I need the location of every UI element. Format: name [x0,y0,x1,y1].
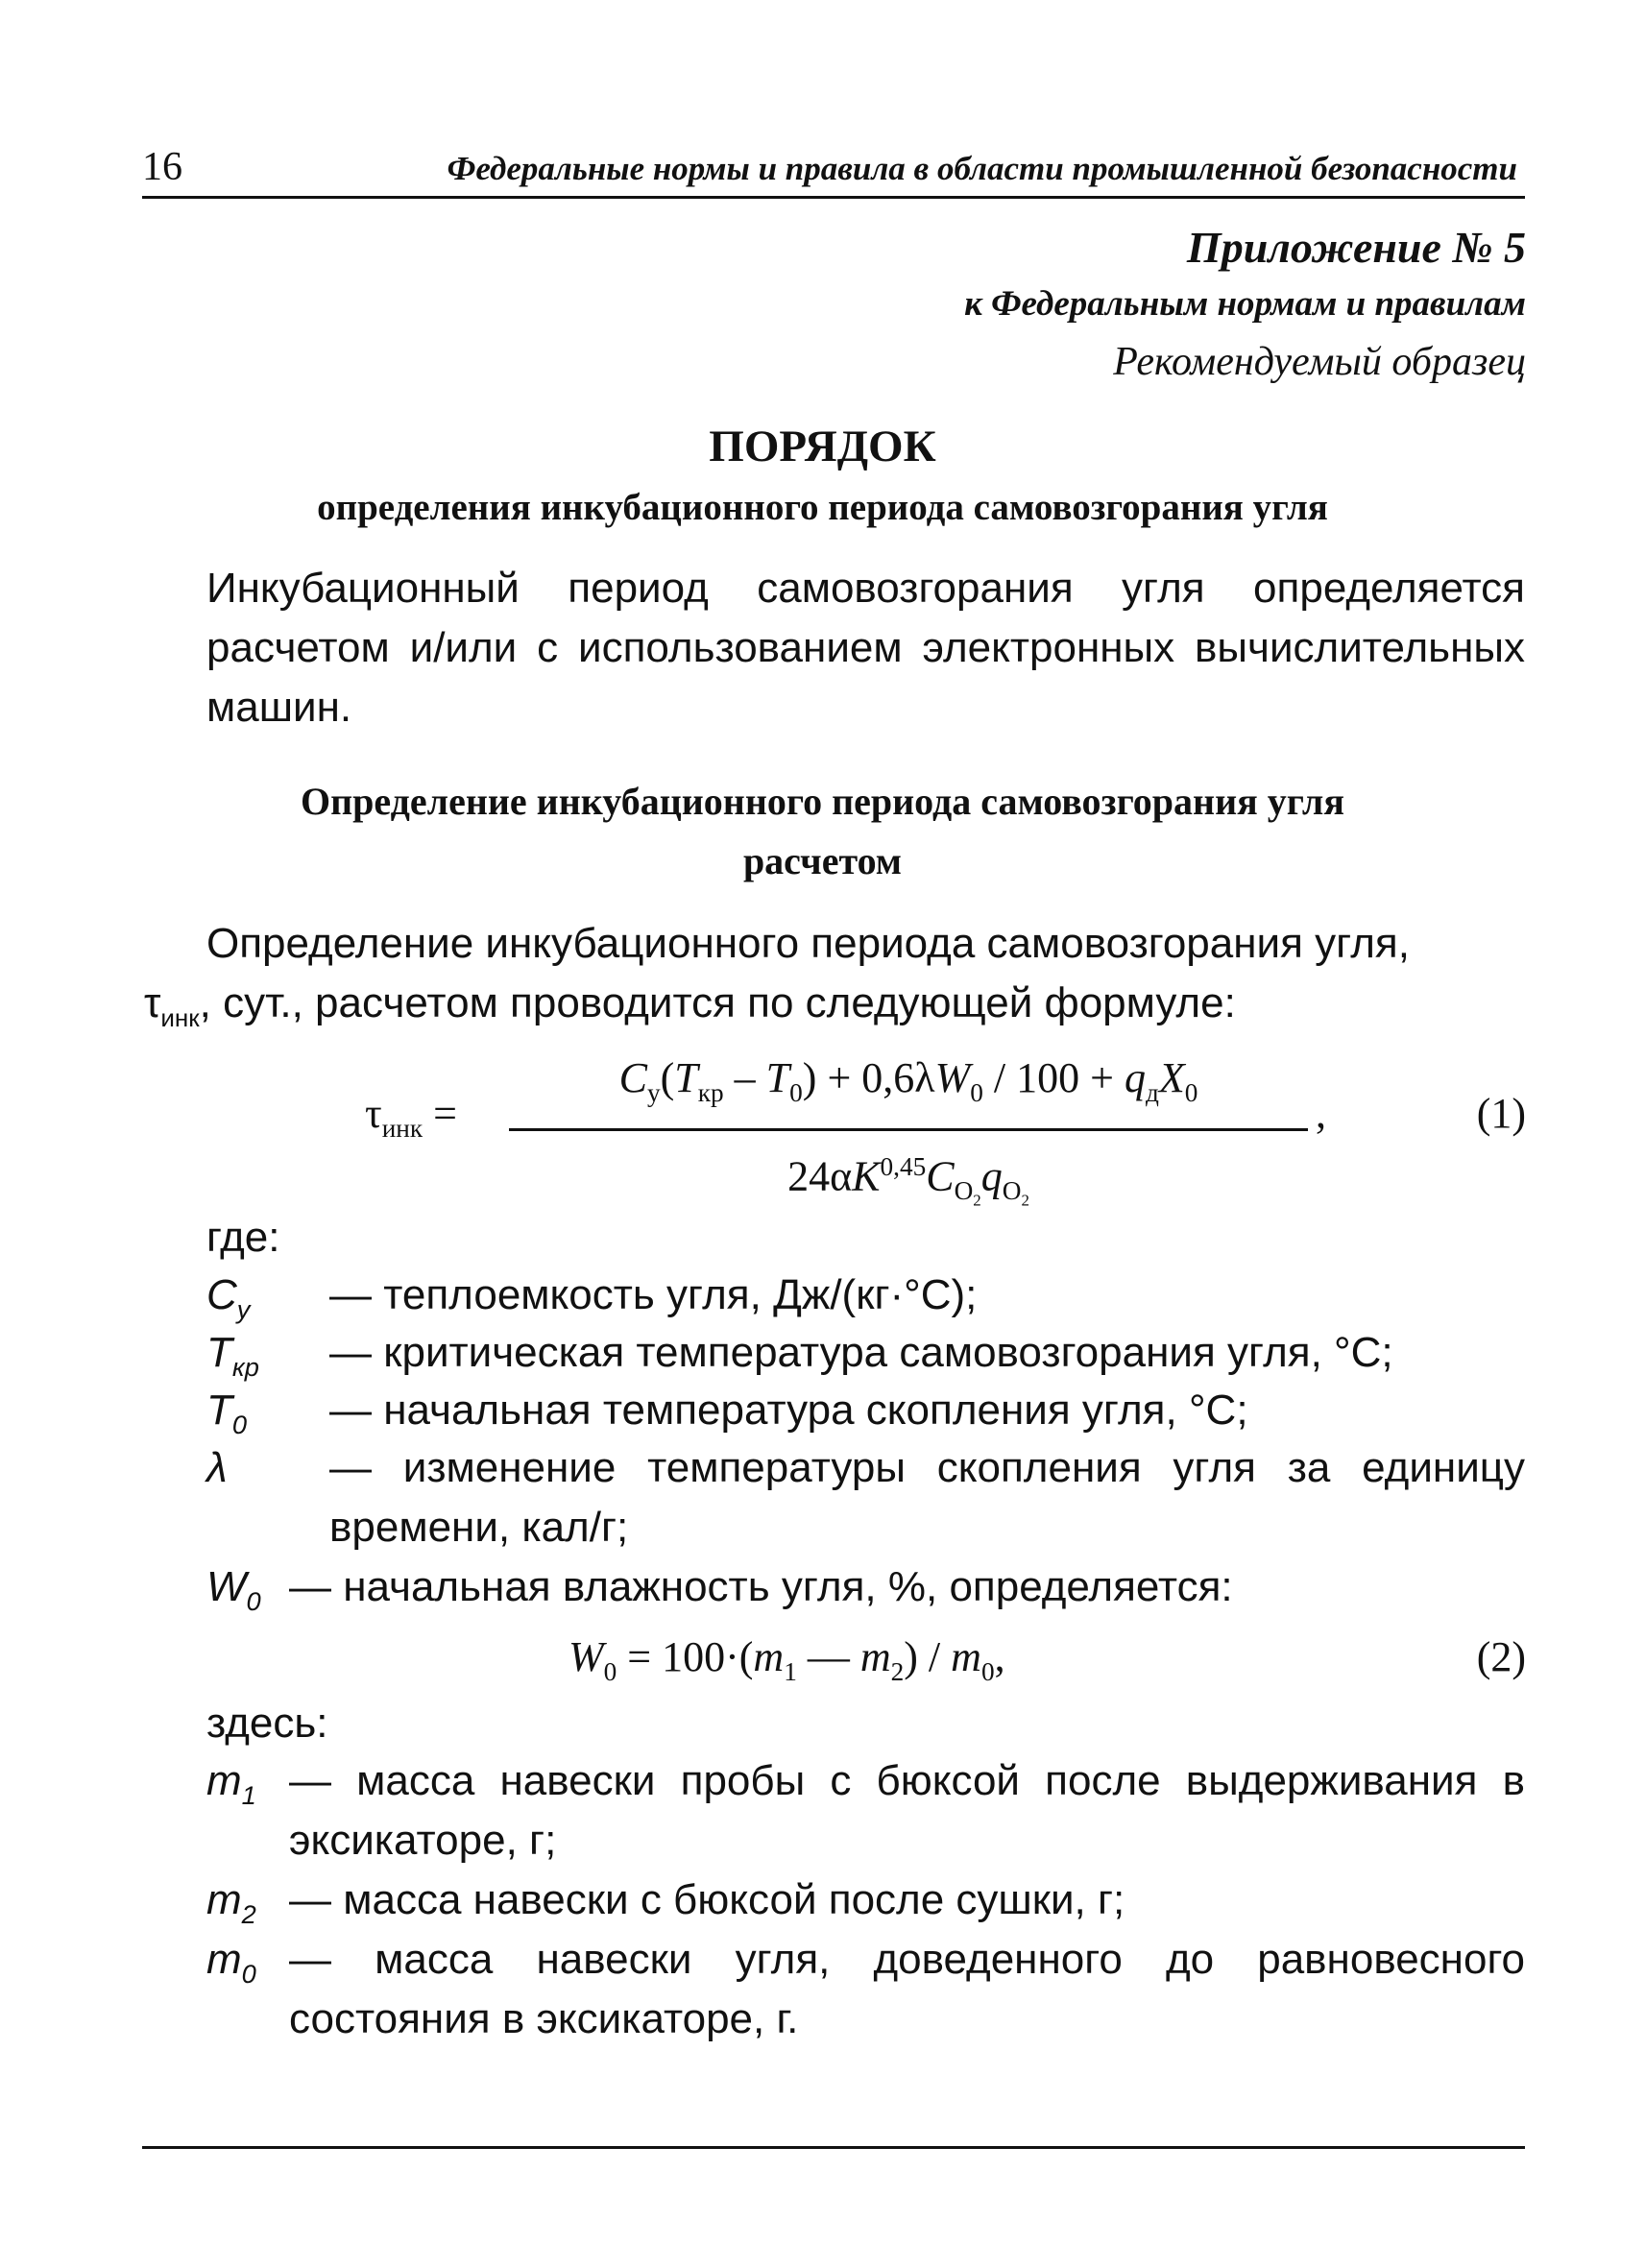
page-number: 16 [142,145,182,189]
tau-symbol: τ [144,979,161,1026]
section-title-line1: Определение инкубационного периода самовозгорания угля [301,780,1344,823]
equation-number-1: (1) [1476,1090,1526,1137]
footer-rule [142,2146,1525,2149]
document-page: 16 Федеральные нормы и правила в области промышленной безопасности Приложение № 5 к Федеральным нормам и правилам Рекомендуемый образец ПОРЯДОК определения инкубационного периода самовозгорания угля Инкубационный период самовозгорания угля определяется расчетом и/или с использованием электронных вычислительных машин. Определение инкубационного периода самовозгорания угля расчетом Определение инкубационного периода самовозгорания угля, $\tau_{инк}$, сут., расчетом проводится по следующей формуле: $\tau_{инк}$ = $C_у(T_{кр} - T_0) + 0,6\lambda W_0 / 100 + q_дX_0$ $24\alpha K^{0,45}C_{O_2}q_{O_2}$ , (1) где: $C_у$ — теплоемкость угля, Дж/(кг·°С); $T_{кр}$ — критическая температура самовозгорания угля, °С; $T_0$ — начальная температура скопления угля, °С; λ — изменение температуры скопления угля за единицу времени, кал/г; $W_0$ — начальная влажность угля, %, определяется: $W_0 = 100\cdot(m_1$ — $m_2) / m_0$, (2) здесь: $m_1$ — масса навески пробы с бюксой после выдерживания в эксикаторе, г; $m_2$ — масса навески с бюксой после сушки, г; $m_0$ — масса навески угля, доведенного до равновесного состояния в эксикаторе, г. [0,0,1645,2268]
document-subtitle: определения инкубационного периода самовозгорания угля [317,487,1328,528]
intro-paragraph: Инкубационный период самовозгорания угля определяется расчетом и/или с использованием электронных вычислительных машин. [206,565,1525,731]
where-label: где: [206,1214,280,1261]
fraction-bar [509,1128,1308,1131]
appendix-sample-note: Рекомендуемый образец [1113,340,1526,384]
appendix-block [964,219,1526,392]
document-title: ПОРЯДОК [709,422,936,471]
equation-number-2: (2) [1476,1633,1526,1680]
formula-2: $W_0 = 100\cdot(m_1$ — $m_2) / m_0$, [568,1633,1005,1686]
section-title-line2: расчетом [742,839,903,882]
formula-1-fraction [509,1047,1308,1233]
tau-subscript: инк [160,1002,200,1032]
formula-intro-line2 [144,974,1236,1048]
appendix-reference: к Федеральным нормам и правилам [964,284,1526,324]
running-header [142,142,1525,199]
appendix-number: Приложение № 5 [1186,223,1526,272]
formula-intro-rest: , сут., расчетом проводится по следующей формуле: [199,979,1236,1026]
formula-intro-line1: Определение инкубационного периода самовозгорания угля, [206,920,1410,967]
formula-1-lhs: $\tau_{инк}$ = [365,1090,457,1143]
formula-1-comma: , [1316,1090,1326,1137]
formula-1-denominator: $24\alpha K^{0,45}C_{O_2}q_{O_2}$ [787,1151,1029,1210]
running-title: Федеральные нормы и правила в области промышленной безопасности [447,150,1517,187]
formula-1-numerator: $C_у(T_{кр} - T_0) + 0,6\lambda W_0 / 100 + q_дX_0$ [618,1054,1198,1107]
here-label: здесь: [206,1700,328,1747]
